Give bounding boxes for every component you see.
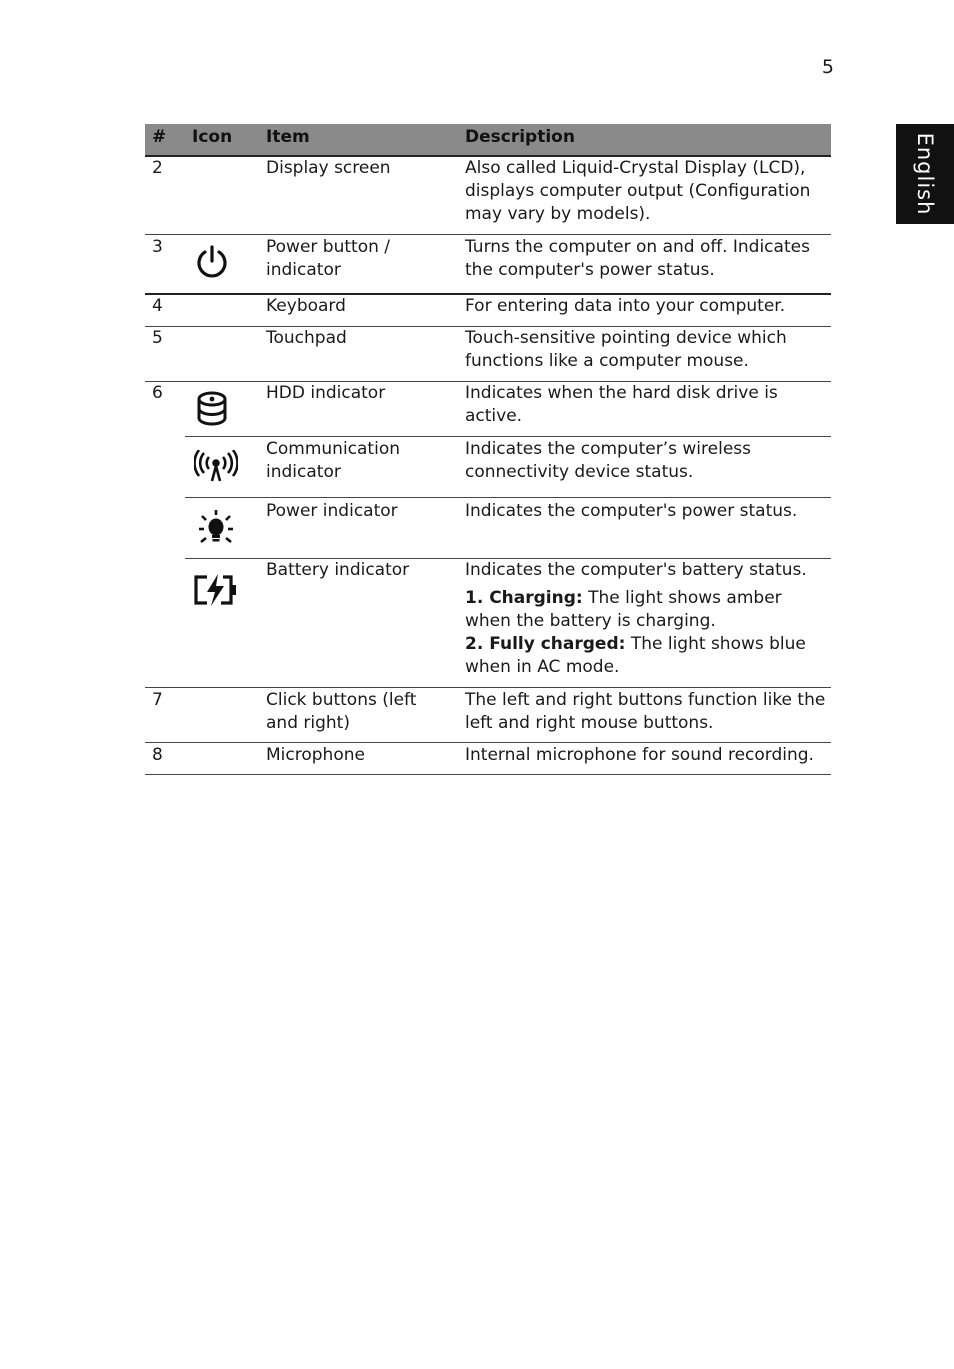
row-description: Indicates the computer’s wireless connectivity device status. (465, 439, 752, 482)
row-description: For entering data into your computer. (465, 296, 786, 316)
component-table (145, 124, 831, 765)
row-item: Communication indicator (266, 439, 400, 482)
row-number: 8 (152, 745, 163, 765)
power-button-icon (195, 244, 229, 287)
row-description: Internal microphone for sound recording. (465, 745, 814, 765)
row-divider (145, 687, 831, 688)
row-number: 3 (152, 237, 163, 257)
language-tab-label: English (913, 132, 937, 216)
table-header (145, 124, 831, 157)
note-text: The light shows amber when the battery is charging. (465, 588, 782, 631)
row-item: Power button / indicator (266, 237, 391, 280)
row-item: Click buttons (left and right) (266, 690, 417, 733)
row-item: Power indicator (266, 501, 398, 521)
row-item: HDD indicator (266, 383, 386, 403)
header-icon: Icon (192, 127, 233, 147)
language-tab (896, 124, 954, 224)
table-bottom-border (145, 774, 831, 775)
wireless-communication-icon (194, 450, 238, 491)
note-label: 2. Fully charged: (465, 634, 626, 654)
row-description: Turns the computer on and off. Indicates the computer's power status. (465, 237, 810, 280)
battery-note-charging (465, 587, 831, 633)
row-number: 5 (152, 328, 163, 348)
row-description: Indicates the computer's power status. (465, 501, 798, 521)
page-number: 5 (821, 56, 834, 78)
row-number: 7 (152, 690, 163, 710)
row-divider (145, 234, 831, 235)
row-item: Keyboard (266, 296, 346, 316)
row-divider (185, 436, 831, 437)
row-item: Battery indicator (266, 560, 410, 580)
header-num: # (152, 127, 167, 147)
hdd-icon (196, 390, 230, 435)
battery-description: Indicates the computer's battery status. (465, 560, 807, 580)
row-description: Also called Liquid-Crystal Display (LCD), displays computer output (Configuration may vary by models). (465, 158, 811, 224)
row-description: The left and right buttons function like the left and right mouse buttons. (465, 690, 826, 733)
row-item: Display screen (266, 158, 391, 178)
row-description: Touch-sensitive pointing device which functions like a computer mouse. (465, 328, 787, 371)
row-item: Microphone (266, 745, 365, 765)
row-divider (185, 497, 831, 498)
row-description (465, 559, 831, 679)
row-number: 2 (152, 158, 163, 178)
battery-charging-icon (193, 573, 239, 614)
header-item: Item (266, 127, 310, 147)
row-divider (145, 742, 831, 743)
note-label: 1. Charging: (465, 588, 583, 608)
row-item: Touchpad (266, 328, 347, 348)
row-number: 6 (152, 383, 163, 403)
row-number: 4 (152, 296, 163, 316)
row-description: Indicates when the hard disk drive is active. (465, 383, 778, 426)
battery-note-fully-charged (465, 633, 831, 679)
header-description: Description (465, 127, 575, 147)
power-indicator-bulb-icon (197, 508, 235, 555)
note-text: The light shows blue when in AC mode. (465, 634, 806, 677)
